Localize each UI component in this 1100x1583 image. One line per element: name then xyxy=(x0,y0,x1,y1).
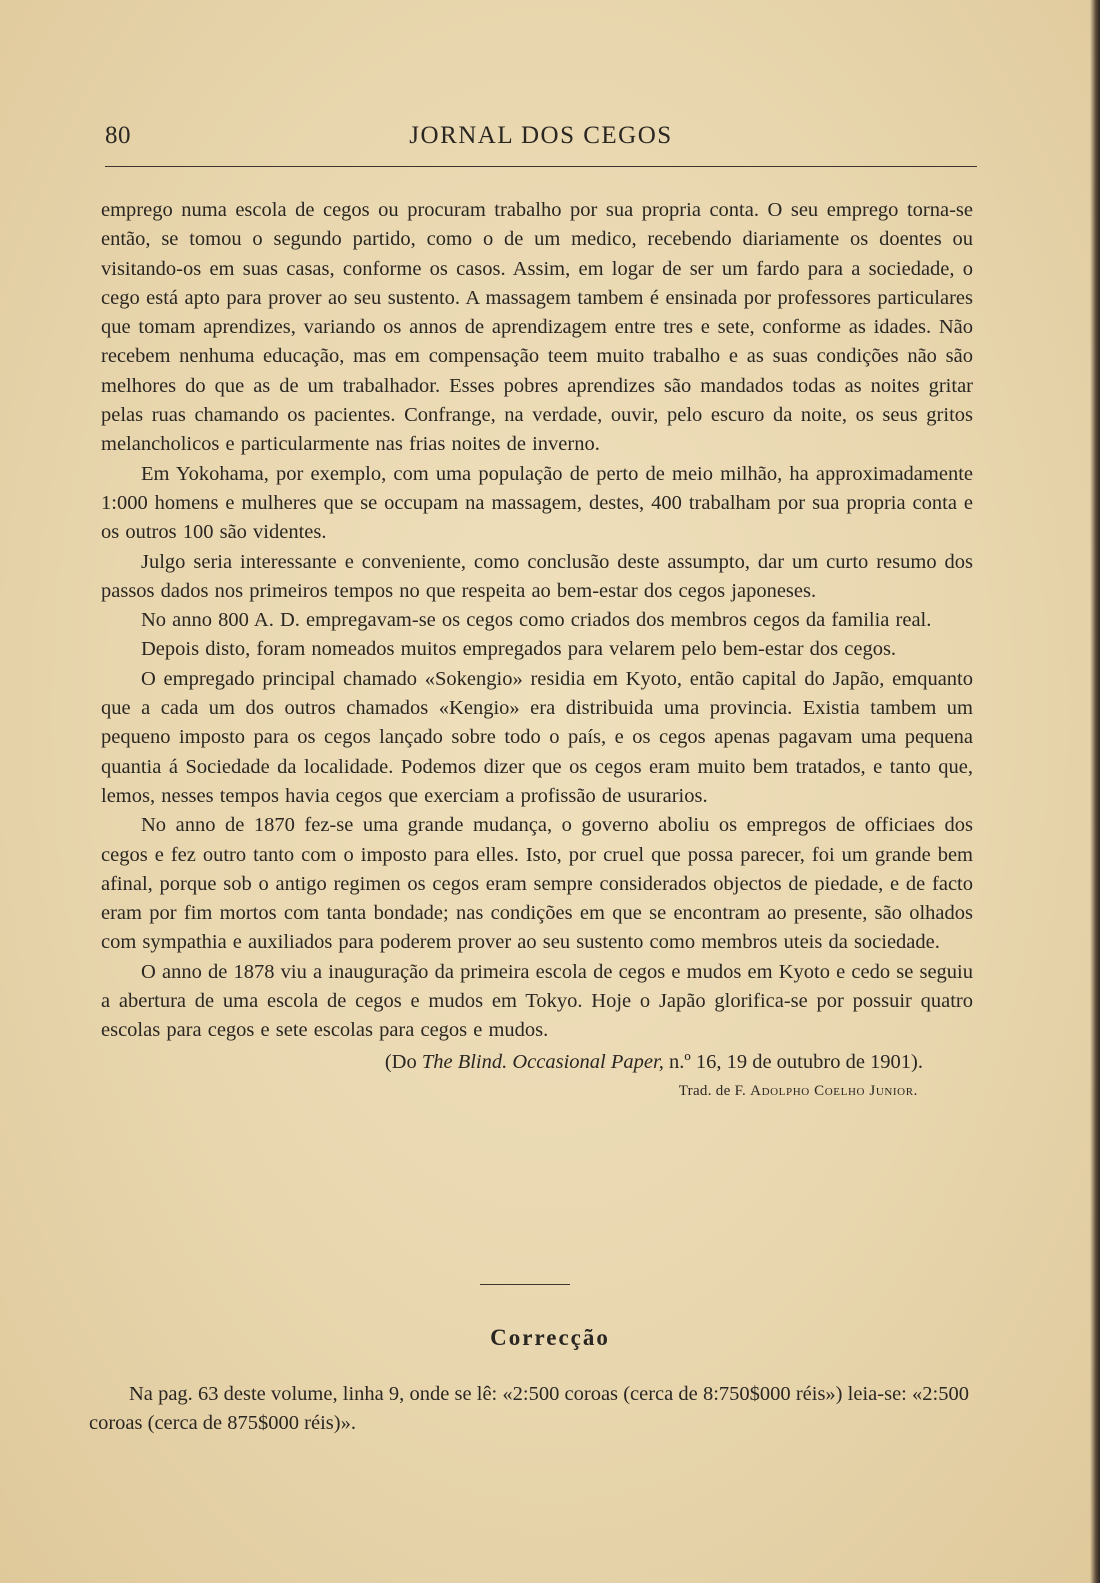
paragraph: O empregado principal chamado «Sokengio» residia em Kyoto, então capital do Japão, emquanto que a cada um dos outros chamados «Kengio» era distribuida uma provincia. Existia tambem um pequeno imposto para os cegos lançado sobre todo o país, e os cegos apenas pagavam uma pequena quantia á Sociedade da localidade. Podemos dizer que os cegos eram muito bem tratados, e tanto que, lemos, nesses tempos havia cegos que exerciam a profissão de usurarios. xyxy=(101,667,973,807)
correction-text: Na pag. 63 deste volume, linha 9, onde se lê: «2:500 coroas (cerca de 8:750$000 réis») leia-se: «2:500 coroas (cerca de 875$000 réis)». xyxy=(89,1383,969,1434)
correction-section xyxy=(89,1380,969,1438)
paragraph: No anno de 1870 fez-se uma grande mudança, o governo aboliu os empregos de officiaes dos cegos e fez outro tanto com o imposto para elles. Isto, por cruel que possa parecer, foi um grande bem afinal, porque sob o antigo regimen os cegos eram sempre considerados objectos de piedade, e de facto eram por fim mortos com tanta bondade; nas condições em que se encontram ao presente, são olhados com sympathia e auxiliados para poderem prover ao seu sustento como membros uteis da sociedade. xyxy=(101,814,973,954)
section-divider xyxy=(480,1284,570,1285)
paragraph: No anno 800 A. D. empregavam-se os cegos como criados dos membros cegos da familia real. xyxy=(141,609,932,632)
translator-prefix: Trad. de F. xyxy=(678,1082,751,1099)
citation-prefix: (Do xyxy=(384,1050,422,1073)
citation-source-title: The Blind. Occasional Paper, xyxy=(421,1050,664,1073)
paragraph: emprego numa escola de cegos ou procuram trabalho por sua propria conta. O seu emprego torna-se então, se tomou o segundo partido, como o de um medico, recebendo diariamente os doentes ou visitando-os em suas casas, conforme os casos. Assim, em logar de ser um fardo para a sociedade, o cego está apto para prover ao seu sustento. A massagem tambem é ensinada por professores particulares que tomam aprendizes, variando os annos de aprendizagem entre tres e sete, conforme as idades. Não recebem nenhuma educação, mas em compensação teem muito trabalho e as suas condições não são melhores do que as de um trabalhador. Esses pobres aprendizes são mandados todas as noites gritar pelas ruas chamando os pacientes. Confrange, na verdade, ouvir, pelo escuro da noite, os seus gritos melancholicos e particularmente nas frias noites de inverno. xyxy=(101,199,973,456)
page-number: 80 xyxy=(105,122,131,149)
header-rule xyxy=(105,166,977,167)
source-citation xyxy=(101,1048,973,1077)
correction-heading: Correcção xyxy=(490,1325,610,1350)
paragraph: Julgo seria interessante e conveniente, como conclusão deste assumpto, dar um curto resumo dos passos dados nos primeiros tempos no que respeita ao bem-estar dos cegos japoneses. xyxy=(101,550,973,602)
running-title: JORNAL DOS CEGOS xyxy=(409,122,673,149)
paragraph: Em Yokohama, por exemplo, com uma população de perto de meio milhão, ha approximadamente 1:000 homens e mulheres que se occupam na massagem, destes, 400 trabalham por sua propria conta e os outros 100 são videntes. xyxy=(101,462,973,544)
paragraph: Depois disto, foram nomeados muitos empregados para velarem pelo bem-estar dos cegos. xyxy=(141,638,897,661)
page-header xyxy=(105,122,977,158)
translator-name: Adolpho Coelho Junior. xyxy=(750,1082,918,1099)
paragraph: O anno de 1878 viu a inauguração da primeira escola de cegos e mudos em Kyoto e cedo se seguiu a abertura de uma escola de cegos e mudos em Tokyo. Hoje o Japão glorifica-se por possuir quatro escolas para cegos e sete escolas para cegos e mudos. xyxy=(101,960,973,1042)
article-body xyxy=(101,196,973,1103)
translator-credit xyxy=(101,1079,973,1103)
citation-suffix: n.º 16, 19 de outubro de 1901). xyxy=(663,1050,923,1073)
